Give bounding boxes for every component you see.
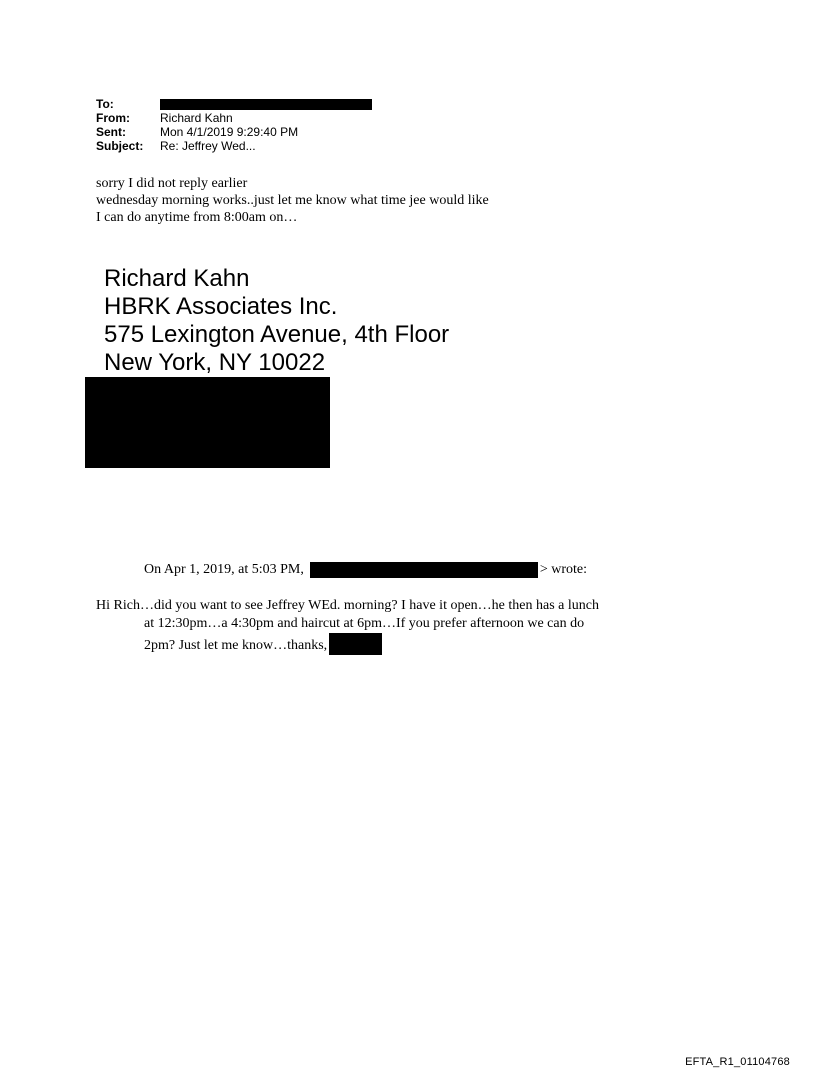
attribution-suffix: > wrote:	[539, 562, 588, 577]
sent-row	[96, 125, 372, 139]
signature-line: HBRK Associates Inc.	[104, 293, 338, 320]
signature-line: Richard Kahn	[104, 265, 250, 292]
to-row	[96, 97, 372, 111]
attribution-prefix: On Apr 1, 2019, at 5:03 PM,	[144, 562, 304, 577]
sent-label: Sent:	[96, 125, 126, 139]
quoted-line: Hi Rich…did you want to see Jeffrey WEd. morning? I have it open…he then has a lunch	[96, 598, 599, 613]
signature-line: 575 Lexington Avenue, 4th Floor	[104, 321, 450, 348]
quoted-line-text: 2pm? Just let me know…thanks,	[144, 638, 328, 653]
email-body	[96, 175, 489, 226]
subject-label: Subject:	[96, 139, 144, 153]
to-label: To:	[96, 97, 114, 111]
subject-value: Re: Jeffrey Wed...	[160, 139, 256, 153]
from-label: From:	[96, 111, 130, 125]
body-line: sorry I did not reply earlier	[96, 176, 248, 191]
email-header	[96, 97, 372, 153]
body-line: wednesday morning works..just let me know what time jee would like	[96, 193, 489, 208]
sent-value: Mon 4/1/2019 9:29:40 PM	[160, 125, 299, 139]
document-id: EFTA_R1_01104768	[685, 1056, 790, 1068]
from-row	[96, 111, 372, 125]
sender-redaction	[310, 562, 538, 578]
quoted-line-last	[96, 633, 696, 655]
from-value: Richard Kahn	[160, 111, 233, 125]
body-line: I can do anytime from 8:00am on…	[96, 210, 298, 225]
subject-row	[96, 139, 372, 153]
quoted-line: at 12:30pm…a 4:30pm and haircut at 6pm…If you prefer afternoon we can do	[144, 616, 585, 631]
signature-line: New York, NY 10022	[104, 349, 326, 376]
quoted-message	[96, 597, 696, 655]
to-redaction	[160, 99, 372, 110]
signature-block	[104, 265, 449, 377]
quote-attribution	[144, 561, 587, 578]
signature-redaction	[85, 377, 330, 468]
signoff-redaction	[329, 633, 382, 655]
